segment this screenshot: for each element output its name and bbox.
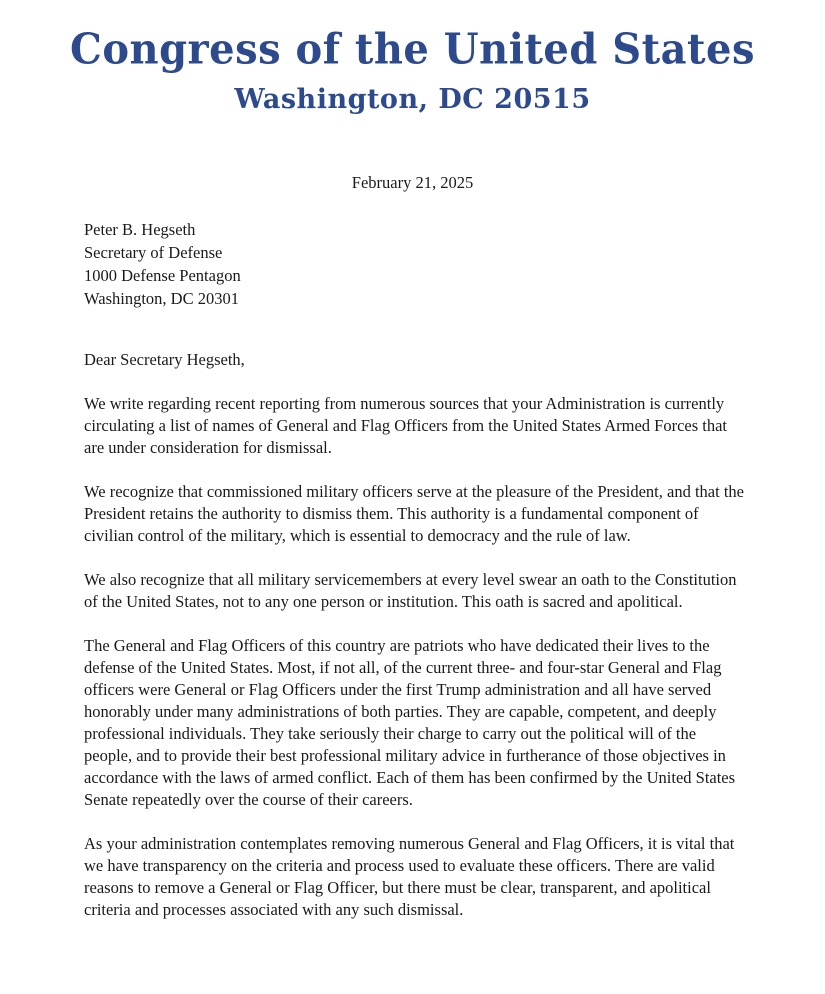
letterhead-address: Washington, DC 20515 [234,84,591,115]
recipient-name: Peter B. Hegseth [84,220,196,239]
recipient-city: Washington, DC 20301 [84,289,239,308]
body-paragraph: As your administration contemplates removing numerous General and Flag Officers, it is vital that we have transparency on the criteria and process used to evaluate these officers. There are valid reasons to remove a General or Flag Officer, but there must be clear, transparent, and apolitical criteria and processes associated with any such dismissal. [84,834,735,919]
body-paragraph: The General and Flag Officers of this country are patriots who have dedicated their lives to the defense of the United States. Most, if not all, of the current three- and four-star General and Flag officers were General or Flag Officers under the first Trump administration and all have served honorably under many administrations of both parties. They are capable, competent, and deeply professional individuals. They take seriously their charge to carry out the political will of the people, and to provide their best professional military advice in furtherance of those objectives in accordance with the laws of armed conflict. Each of them has been confirmed by the United States Senate repeatedly over the course of their careers. [84,636,736,809]
recipient-title: Secretary of Defense [84,243,223,262]
salutation: Dear Secretary Hegseth, [84,350,245,369]
body-paragraph: We also recognize that all military servicemembers at every level swear an oath to the Constitution of the United States, not to any one person or institution. This oath is sacred and apolitical. [84,570,737,611]
letterhead [0,24,825,118]
body-paragraph: We write regarding recent reporting from numerous sources that your Administration is currently circulating a list of names of General and Flag Officers from the United States Armed Forces that are under consideration for dismissal. [84,394,728,457]
recipient-street: 1000 Defense Pentagon [84,266,241,285]
letter-date: February 21, 2025 [351,173,474,192]
recipient-address [84,218,241,310]
body-paragraph: We recognize that commissioned military officers serve at the pleasure of the President, and that the President retains the authority to dismiss them. This authority is a fundamental component of civilian control of the military, which is essential to democracy and the rule of law. [84,482,744,545]
letter-body [84,393,744,943]
letterhead-title: Congress of the United States [69,24,755,75]
